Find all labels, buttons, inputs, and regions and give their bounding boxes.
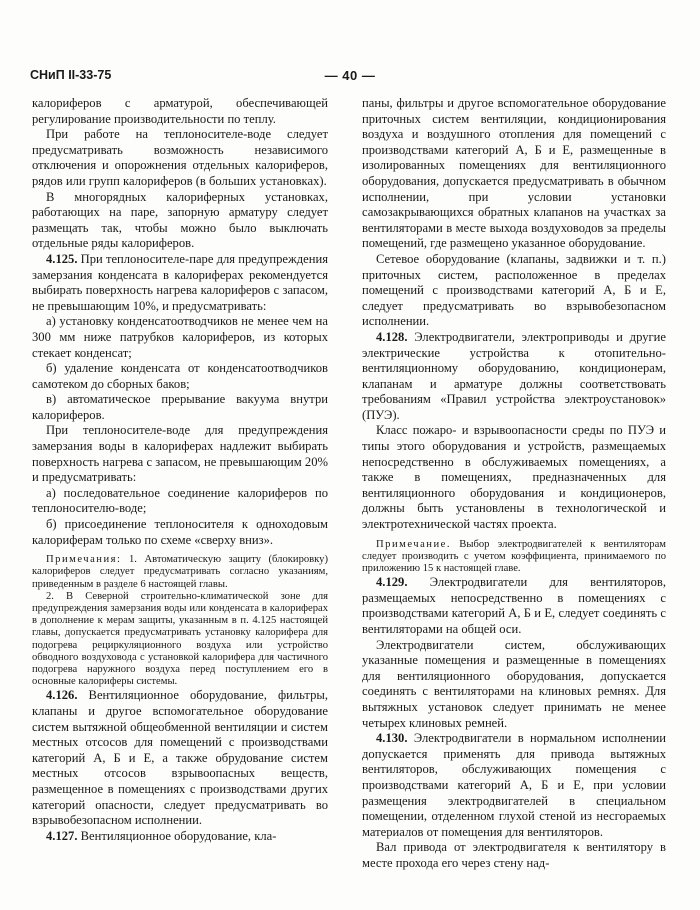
page-header [30,68,670,90]
note [362,539,666,576]
note-block [362,539,666,576]
paragraph: При теплоносителе-воде для предупреждения замерзания воды в калориферах надлежит выбирать поверхность нагрева с запасом, не превышающим 20% и предусматривать: [32,423,328,485]
paragraph: калориферов с арматурой, обеспечивающей регулирование производительности по теплу. [32,96,328,126]
clause-number: 4.130. [376,731,408,746]
notes-heading: Примечания: [46,554,122,566]
clause-number: 4.129. [376,575,408,590]
right-column [362,96,666,872]
clause-4-129 [362,575,666,637]
paragraph: При работе на теплоносителе-воде следует предусматривать возможность независимого отключения и опорожнения отдельных калориферов, рядов или групп калориферов (в больших установках). [32,127,328,188]
clause-text: Электродвигатели, электроприводы и другие электрические устройства к отопительно-вентиляционному оборудованию, кондиционерам, клапанам и арматуре должны соответствовать требованиям «Правил устройства электроустановок» (ПУЭ). [362,329,666,422]
clause-4-128 [362,330,666,424]
clause-text: Электродвигатели в нормальном исполнении допускается применять для привода вытяжных вентиляторов, обслуживающих помещения с производствами категорий А, Б и Е, при условии размещения электродвигателей в специальном помещении, отделенном глухой стеной из несгораемых материалов от помещения для вентиляторов. [362,731,666,839]
clause-number: 4.128. [376,329,408,344]
paragraph: В многорядных калориферных установках, работающих на паре, запорную арматуру следует размещать так, чтобы можно было выключать отдельные ряды калориферов. [32,189,328,251]
paragraph: Класс пожаро- и взрывоопасности среды по ПУЭ и типы этого оборудования и устройств, размещаемых непосредственно в обслуживаемых помещениях, а также в помещениях, предназначенных для вентиляционного оборудования и кондиционеров, должны быть установлены в технологической и электротехнической частях проекта. [362,423,666,532]
clause-4-126 [32,688,328,828]
note-1 [32,554,328,591]
note-text: Выбор электродвигателей к вентиляторам следует производить с учетом коэффициента, принимаемого по приложению 15 к настоящей главе. [362,538,666,575]
paragraph: Вал привода от электродвигателя к вентилятору в месте прохода его через стену над- [362,840,666,870]
note-heading: Примечание. [376,538,451,550]
clause-4-125 [32,252,328,314]
notes-block [32,554,328,688]
list-item: а) установку конденсатоотводчиков не менее чем на 300 мм ниже патрубков калориферов, из которых стекает конденсат; [32,314,328,360]
note-text: 1. Автоматическую защиту (блокировку) калориферов следует предусматривать согласно указаниям, приведенным в разделе 6 настоящей главы. [32,554,328,590]
list-item: б) удаление конденсата от конденсатоотводчиков самотеком до сборных баков; [32,361,328,391]
page-number: — 40 — [324,68,376,83]
list-item: в) автоматическое прерывание вакуума внутри калориферов. [32,392,328,422]
clause-text: Электродвигатели для вентиляторов, размещаемых непосредственно в помещениях с производствами категорий А, Б и Е, следует соединять с вентиляторами на общей оси. [362,575,666,637]
clause-4-127 [32,829,328,845]
note-2: 2. В Северной строительно-климатической зоне для предупреждения замерзания воды или конденсата в калориферах в дополнение к мерам защиты, указанным в п. 4.125 настоящей главы, допускается предусматривать установку калорифера для подогрева рециркуляционного воздуха или устройство обводного воздуховода с установкой калорифера для частичного подогрева наружного воздуха перед поступлением его в основные калориферы системы. [32,590,328,688]
clause-text: Вентиляционное оборудование, кла- [77,828,277,843]
clause-text: При теплоносителе-паре для предупреждения замерзания конденсата в калориферах рекомендуется выбирать поверхность нагрева калориферов с запасом, не превышающим 10%, и предусматривать: [32,251,328,313]
document-code: СНиП II-33-75 [30,68,112,82]
paragraph: Сетевое оборудование (клапаны, задвижки и т. п.) приточных систем, расположенное в пределах помещений с производствами категорий А, Б и Е, следует предусматривать во взрывобезопасном исполнении. [362,251,666,329]
clause-number: 4.127. [46,828,78,843]
list-item: б) присоединение теплоносителя к одноходовым калориферам только по схеме «сверху вниз». [32,517,328,547]
paragraph: Электродвигатели систем, обслуживающих указанные помещения и размещенные в помещениях для вентиляционного оборудования, допускается соединять с вентиляторами на клиновых ремнях. Для вытяжных установок следует принимать не менее четырех клиновых ремней. [362,637,666,730]
clause-text: Вентиляционное оборудование, фильтры, клапаны и другое вспомогательное оборудование систем вытяжной общеобменной вентиляции и систем местных отсосов для помещений с производствами категорий А, Б и Е, а также обрудование систем местных отсосов взрывоопасных веществ, размещенное в помещениях с производствами других категорий опасности, следует предусматривать во взрывобезопасном исполнении. [32,688,328,828]
list-item: а) последовательное соединение калориферов по теплоносителю-воде; [32,485,328,516]
clause-number: 4.125. [46,251,78,266]
clause-4-130 [362,731,666,840]
clause-number: 4.126. [46,688,78,703]
left-column [32,96,328,844]
paragraph: паны, фильтры и другое вспомогательное оборудование приточных систем вентиляции, кондиционирования воздуха и воздушного отопления для помещений с производствами категорий А, Б и Е, размещенные в изолированных помещениях для вентиляционного оборудования, допускается предусматривать в обычном исполнении, при условии установки самозакрывающихся обратных клапанов на участках за вентиляторами в месте выхода воздуховодов за пределы помещений, где размещено указанное оборудование. [362,96,666,251]
